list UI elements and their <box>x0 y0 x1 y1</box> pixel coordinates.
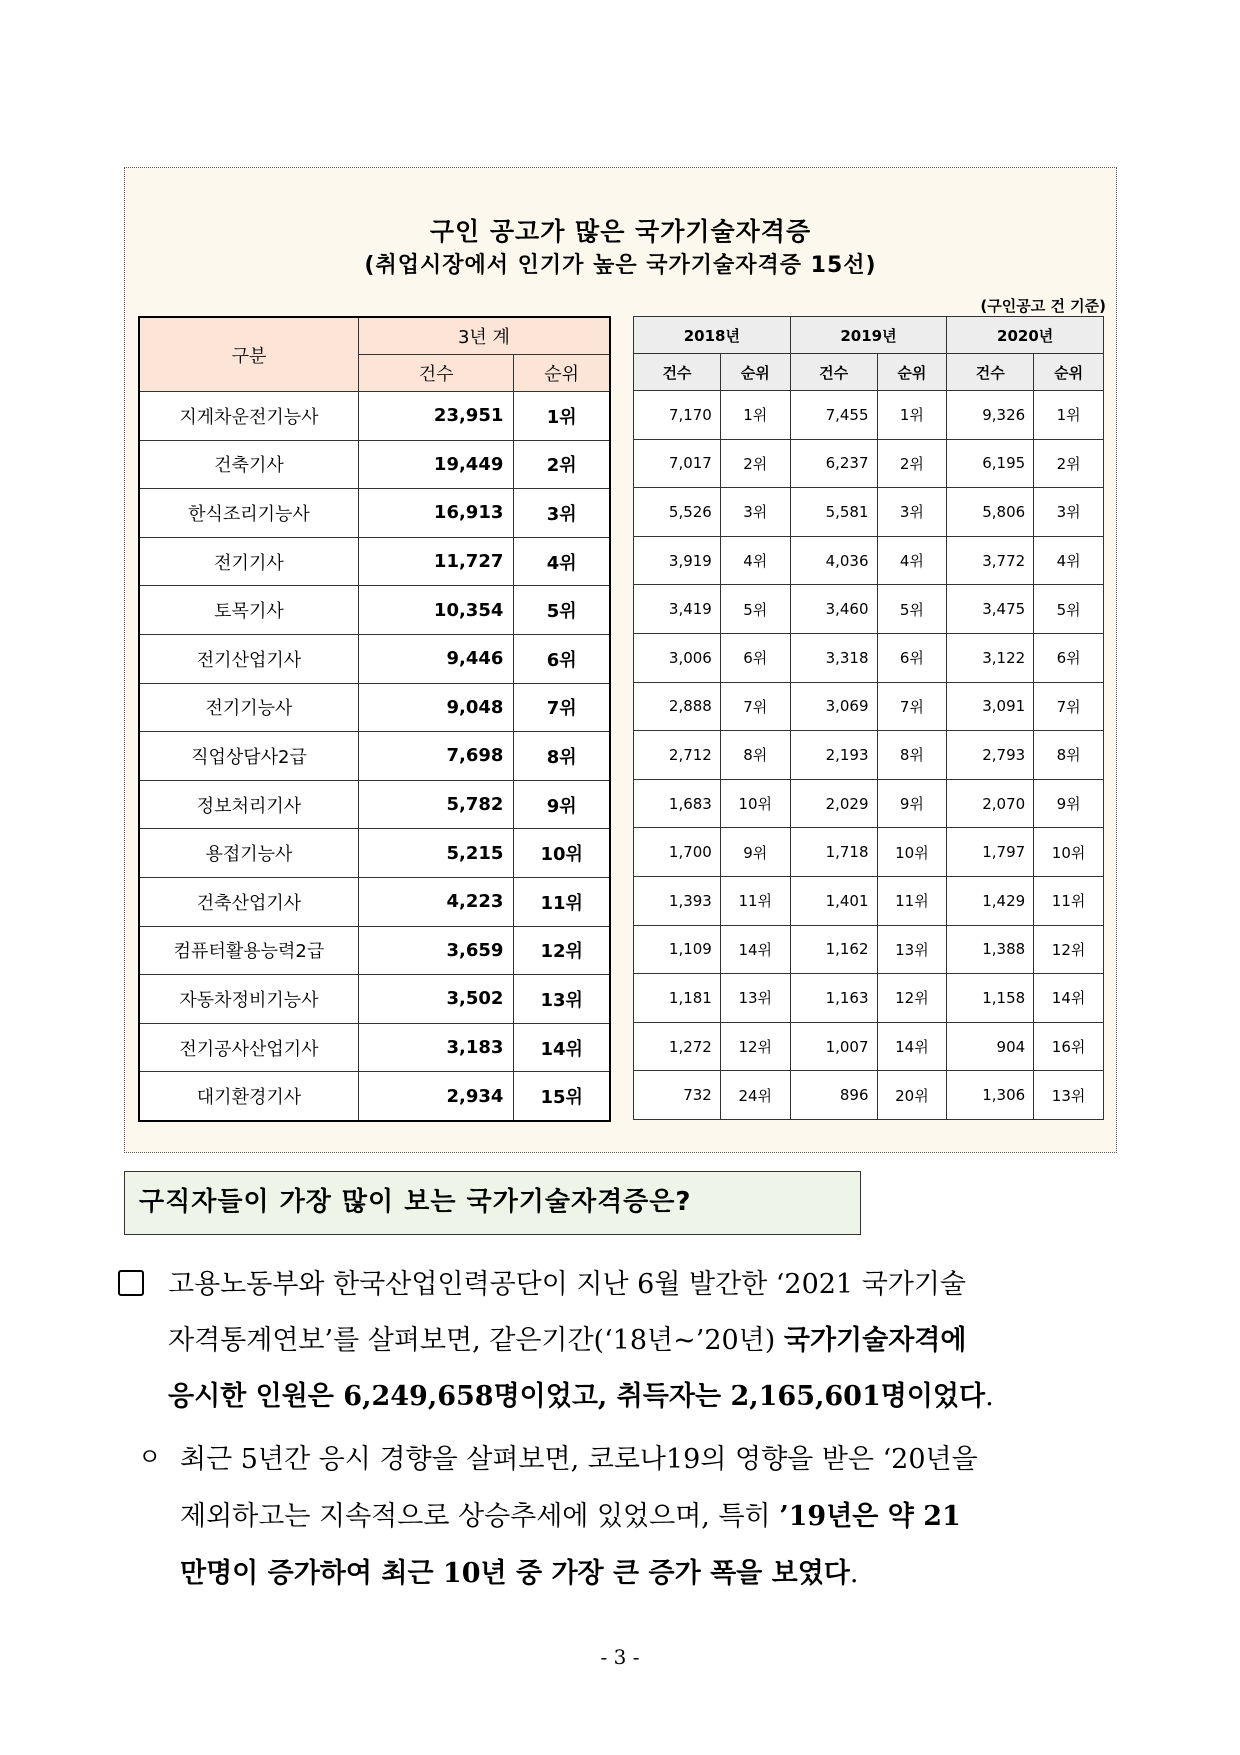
total-rank: 4위 <box>514 537 610 586</box>
year-rank: 2위 <box>720 439 790 488</box>
total-count: 11,727 <box>358 537 513 586</box>
year-rank: 7위 <box>877 682 947 731</box>
table-row <box>634 488 1104 537</box>
year-rank: 8위 <box>720 731 790 780</box>
paragraph-line: 최근 5년간 응시 경향을 살펴보면, 코로나19의 영향을 받은 ‘20년을 <box>180 1444 978 1475</box>
year-count: 4,036 <box>790 536 877 585</box>
year-count: 3,419 <box>634 585 721 634</box>
circle-bullet-icon: ㅇ <box>138 1443 162 1471</box>
text-span: . <box>985 1381 994 1412</box>
year-count: 5,526 <box>634 488 721 537</box>
year-rank: 12위 <box>720 1022 790 1071</box>
total-count: 4,223 <box>358 877 513 926</box>
table-row <box>139 683 610 732</box>
year-rank: 9위 <box>720 828 790 877</box>
certificate-name: 전기기사 <box>139 537 358 586</box>
year-rank: 14위 <box>1034 974 1104 1023</box>
header-count: 건수 <box>947 354 1034 391</box>
year-rank: 5위 <box>720 585 790 634</box>
year-rank: 3위 <box>877 488 947 537</box>
year-rank: 4위 <box>720 536 790 585</box>
table-row <box>139 440 610 489</box>
certificate-name: 자동차정비기능사 <box>139 975 358 1024</box>
table-row <box>139 392 610 441</box>
total-count: 9,048 <box>358 683 513 732</box>
year-rank: 24위 <box>720 1071 790 1120</box>
certificate-name: 전기산업기사 <box>139 634 358 683</box>
table-row <box>139 926 610 975</box>
year-rank: 6위 <box>1034 633 1104 682</box>
year-count: 3,069 <box>790 682 877 731</box>
year-count: 5,581 <box>790 488 877 537</box>
year-rank: 2위 <box>1034 439 1104 488</box>
year-rank: 11위 <box>877 876 947 925</box>
year-rank: 7위 <box>720 682 790 731</box>
total-rank: 6위 <box>514 634 610 683</box>
table-row <box>634 536 1104 585</box>
certificate-name: 토목기사 <box>139 586 358 635</box>
year-count: 7,170 <box>634 391 721 440</box>
year-rank: 13위 <box>1034 1071 1104 1120</box>
box-title: 구인 공고가 많은 국가기술자격증 <box>429 217 812 246</box>
table-row <box>634 439 1104 488</box>
year-count: 904 <box>947 1022 1034 1071</box>
bold-text: ’19년은 약 21 <box>779 1501 961 1532</box>
total-count: 10,354 <box>358 586 513 635</box>
year-count: 2,193 <box>790 731 877 780</box>
year-count: 2,888 <box>634 682 721 731</box>
header-three-year-total: 3년 계 <box>358 317 610 355</box>
table-row <box>634 779 1104 828</box>
total-rank: 11위 <box>514 877 610 926</box>
year-count: 3,772 <box>947 536 1034 585</box>
certificate-name: 지게차운전기능사 <box>139 392 358 441</box>
section-heading: 구직자들이 가장 많이 보는 국가기술자격증은? <box>124 1171 861 1235</box>
paragraph-line: 고용노동부와 한국산업인력공단이 지난 6월 발간한 ‘2021 국가기술 <box>168 1269 967 1300</box>
year-count: 1,007 <box>790 1022 877 1071</box>
paragraph-line <box>180 1494 961 1533</box>
year-rank: 11위 <box>1034 876 1104 925</box>
year-count: 3,006 <box>634 633 721 682</box>
yearly-table <box>633 316 1104 1120</box>
year-rank: 5위 <box>877 585 947 634</box>
year-rank: 9위 <box>877 779 947 828</box>
checkbox-bullet-icon <box>118 1270 144 1296</box>
year-rank: 10위 <box>1034 828 1104 877</box>
year-count: 1,429 <box>947 876 1034 925</box>
header-count: 건수 <box>790 354 877 391</box>
table-row <box>634 828 1104 877</box>
year-rank: 14위 <box>720 925 790 974</box>
year-count: 3,475 <box>947 585 1034 634</box>
year-rank: 14위 <box>877 1022 947 1071</box>
year-count: 2,793 <box>947 731 1034 780</box>
total-rank: 3위 <box>514 489 610 538</box>
year-rank: 5위 <box>1034 585 1104 634</box>
table-row <box>139 829 610 878</box>
text-span: 자격통계연보’를 살펴보면, 같은기간(‘18년~’20년) <box>168 1325 784 1356</box>
header-year-2018: 2018년 <box>634 317 791 354</box>
total-count: 19,449 <box>358 440 513 489</box>
year-count: 896 <box>790 1071 877 1120</box>
year-rank: 11위 <box>720 876 790 925</box>
year-count: 3,460 <box>790 585 877 634</box>
year-rank: 10위 <box>877 828 947 877</box>
year-count: 3,919 <box>634 536 721 585</box>
total-count: 23,951 <box>358 392 513 441</box>
certificate-name: 용접기능사 <box>139 829 358 878</box>
total-rank: 9위 <box>514 780 610 829</box>
unit-note: (구인공고 건 기준) <box>980 297 1106 315</box>
header-count: 건수 <box>358 355 513 392</box>
year-count: 1,700 <box>634 828 721 877</box>
header-count: 건수 <box>634 354 721 391</box>
year-rank: 12위 <box>1034 925 1104 974</box>
table-row <box>139 537 610 586</box>
total-count: 5,782 <box>358 780 513 829</box>
table-row <box>139 1072 610 1121</box>
header-category: 구분 <box>139 317 358 392</box>
table-row <box>634 974 1104 1023</box>
bold-text: 국가기술자격에 <box>783 1325 967 1356</box>
three-year-total-table <box>138 316 611 1122</box>
certificate-name: 직업상담사2급 <box>139 732 358 781</box>
header-rank: 순위 <box>720 354 790 391</box>
table-row <box>139 1023 610 1072</box>
bold-text: 응시한 인원은 6,249,658명이었고, 취득자는 2,165,601명이었다 <box>168 1381 986 1412</box>
year-count: 2,029 <box>790 779 877 828</box>
year-count: 1,388 <box>947 925 1034 974</box>
year-count: 9,326 <box>947 391 1034 440</box>
year-count: 6,195 <box>947 439 1034 488</box>
certificate-name: 전기공사산업기사 <box>139 1023 358 1072</box>
total-count: 3,183 <box>358 1023 513 1072</box>
year-count: 2,712 <box>634 731 721 780</box>
year-count: 1,158 <box>947 974 1034 1023</box>
total-count: 3,659 <box>358 926 513 975</box>
year-count: 2,070 <box>947 779 1034 828</box>
table-row <box>634 731 1104 780</box>
total-count: 9,446 <box>358 634 513 683</box>
year-count: 7,017 <box>634 439 721 488</box>
header-year-2019: 2019년 <box>790 317 947 354</box>
certificate-name: 전기기능사 <box>139 683 358 732</box>
year-rank: 1위 <box>1034 391 1104 440</box>
year-rank: 16위 <box>1034 1022 1104 1071</box>
year-count: 1,401 <box>790 876 877 925</box>
total-rank: 1위 <box>514 392 610 441</box>
year-count: 1,718 <box>790 828 877 877</box>
year-count: 6,237 <box>790 439 877 488</box>
bold-text: 만명이 증가하여 최근 10년 중 가장 큰 증가 폭을 보였다 <box>180 1558 850 1589</box>
year-count: 1,163 <box>790 974 877 1023</box>
year-rank: 2위 <box>877 439 947 488</box>
year-count: 5,806 <box>947 488 1034 537</box>
certificate-name: 정보처리기사 <box>139 780 358 829</box>
year-rank: 12위 <box>877 974 947 1023</box>
paragraph-line <box>168 1374 994 1413</box>
year-count: 1,306 <box>947 1071 1034 1120</box>
header-rank: 순위 <box>877 354 947 391</box>
total-count: 16,913 <box>358 489 513 538</box>
total-count: 3,502 <box>358 975 513 1024</box>
year-count: 3,122 <box>947 633 1034 682</box>
table-row <box>634 391 1104 440</box>
year-rank: 8위 <box>877 731 947 780</box>
year-rank: 10위 <box>720 779 790 828</box>
total-count: 7,698 <box>358 732 513 781</box>
year-rank: 1위 <box>877 391 947 440</box>
table-row <box>139 634 610 683</box>
table-row <box>139 489 610 538</box>
year-count: 1,272 <box>634 1022 721 1071</box>
header-rank: 순위 <box>514 355 610 392</box>
total-rank: 13위 <box>514 975 610 1024</box>
year-count: 1,109 <box>634 925 721 974</box>
table-row <box>634 585 1104 634</box>
year-rank: 3위 <box>720 488 790 537</box>
year-rank: 8위 <box>1034 731 1104 780</box>
year-rank: 13위 <box>877 925 947 974</box>
table-row <box>634 1071 1104 1120</box>
certificate-name: 한식조리기능사 <box>139 489 358 538</box>
year-count: 1,181 <box>634 974 721 1023</box>
year-rank: 1위 <box>720 391 790 440</box>
year-rank: 9위 <box>1034 779 1104 828</box>
total-rank: 15위 <box>514 1072 610 1121</box>
certificate-name: 컴퓨터활용능력2급 <box>139 926 358 975</box>
table-row <box>139 586 610 635</box>
table-row <box>139 732 610 781</box>
page-number: - 3 - <box>600 1645 640 1669</box>
total-rank: 8위 <box>514 732 610 781</box>
year-count: 3,318 <box>790 633 877 682</box>
year-rank: 3위 <box>1034 488 1104 537</box>
year-rank: 4위 <box>877 536 947 585</box>
year-count: 3,091 <box>947 682 1034 731</box>
table-row <box>139 780 610 829</box>
certificate-name: 대기환경기사 <box>139 1072 358 1121</box>
paragraph-line <box>168 1318 966 1357</box>
table-row <box>634 682 1104 731</box>
popular-certificates-box <box>124 167 1117 1153</box>
box-subtitle: (취업시장에서 인기가 높은 국가기술자격증 15선) <box>364 253 877 278</box>
table-row <box>139 975 610 1024</box>
year-rank: 20위 <box>877 1071 947 1120</box>
year-rank: 6위 <box>720 633 790 682</box>
table-row <box>139 877 610 926</box>
year-count: 1,797 <box>947 828 1034 877</box>
header-rank: 순위 <box>1034 354 1104 391</box>
total-rank: 12위 <box>514 926 610 975</box>
table-row <box>634 925 1104 974</box>
header-year-2020: 2020년 <box>947 317 1104 354</box>
text-span: . <box>849 1558 859 1589</box>
total-rank: 5위 <box>514 586 610 635</box>
text-span: 제외하고는 지속적으로 상승추세에 있었으며, 특히 <box>180 1501 780 1532</box>
certificate-name: 건축산업기사 <box>139 877 358 926</box>
paragraph-line <box>180 1551 859 1590</box>
table-row <box>634 876 1104 925</box>
total-rank: 14위 <box>514 1023 610 1072</box>
certificate-name: 건축기사 <box>139 440 358 489</box>
year-count: 732 <box>634 1071 721 1120</box>
year-count: 1,162 <box>790 925 877 974</box>
total-rank: 7위 <box>514 683 610 732</box>
table-row <box>634 1022 1104 1071</box>
year-count: 1,683 <box>634 779 721 828</box>
total-rank: 10위 <box>514 829 610 878</box>
year-rank: 6위 <box>877 633 947 682</box>
year-rank: 13위 <box>720 974 790 1023</box>
year-count: 7,455 <box>790 391 877 440</box>
year-rank: 4위 <box>1034 536 1104 585</box>
year-count: 1,393 <box>634 876 721 925</box>
total-rank: 2위 <box>514 440 610 489</box>
year-rank: 7위 <box>1034 682 1104 731</box>
total-count: 2,934 <box>358 1072 513 1121</box>
table-row <box>634 633 1104 682</box>
total-count: 5,215 <box>358 829 513 878</box>
